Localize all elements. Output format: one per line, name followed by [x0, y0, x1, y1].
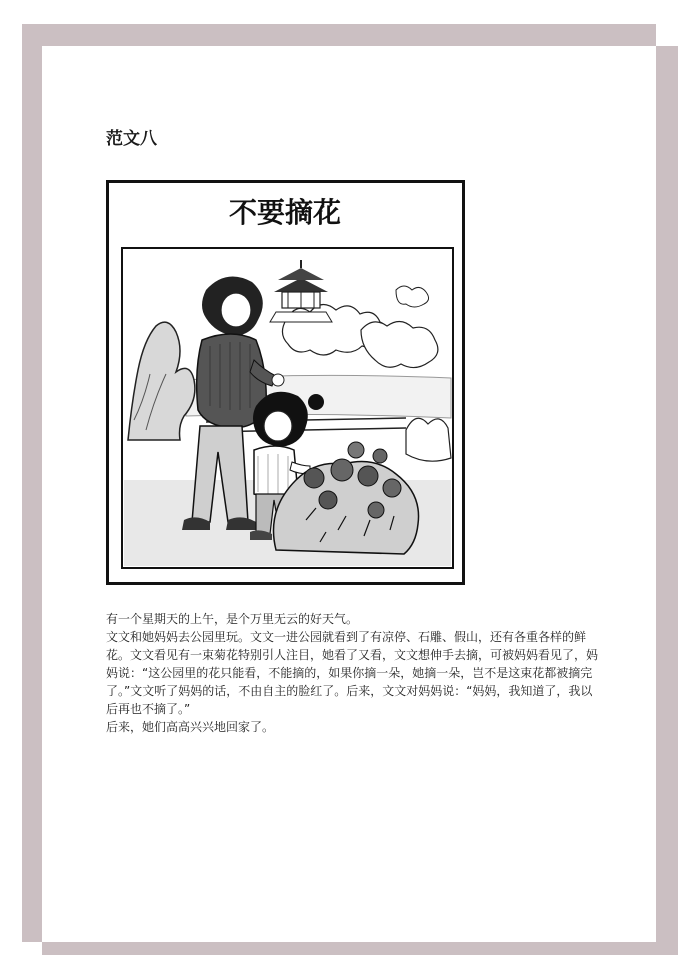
- page-title: 范文八: [106, 129, 157, 149]
- illustration-caption: 不要摘花: [228, 196, 342, 229]
- picture-panel: [122, 248, 453, 568]
- story-paragraph-1: 有一个星期天的上午，是个万里无云的好天气。: [106, 612, 359, 626]
- page-shadow-right: [656, 46, 678, 955]
- comic-illustration: [106, 180, 465, 585]
- story-paragraph-2: 文文和她妈妈去公园里玩。文文一进公园就看到了有凉停、石雕、假山，还有各重各样的鲜花。文文看见有一束菊花特别引人注目，她看了又看，文文想伸手去摘，可被妈妈看见了，妈妈说：“这公园里的花只能看，不能摘的，如果你摘一朵，她摘一朵，岂不是这束花都被摘完了。”文文听了妈妈的话，不由自主的脸红了。后来，文文对妈妈说：“妈妈，我知道了，我以后再也不摘了。”: [106, 630, 599, 716]
- story-text: [106, 610, 604, 736]
- page-shadow-bottom: [42, 942, 678, 955]
- story-paragraph-3: 后来，她们高高兴兴地回家了。: [106, 720, 275, 734]
